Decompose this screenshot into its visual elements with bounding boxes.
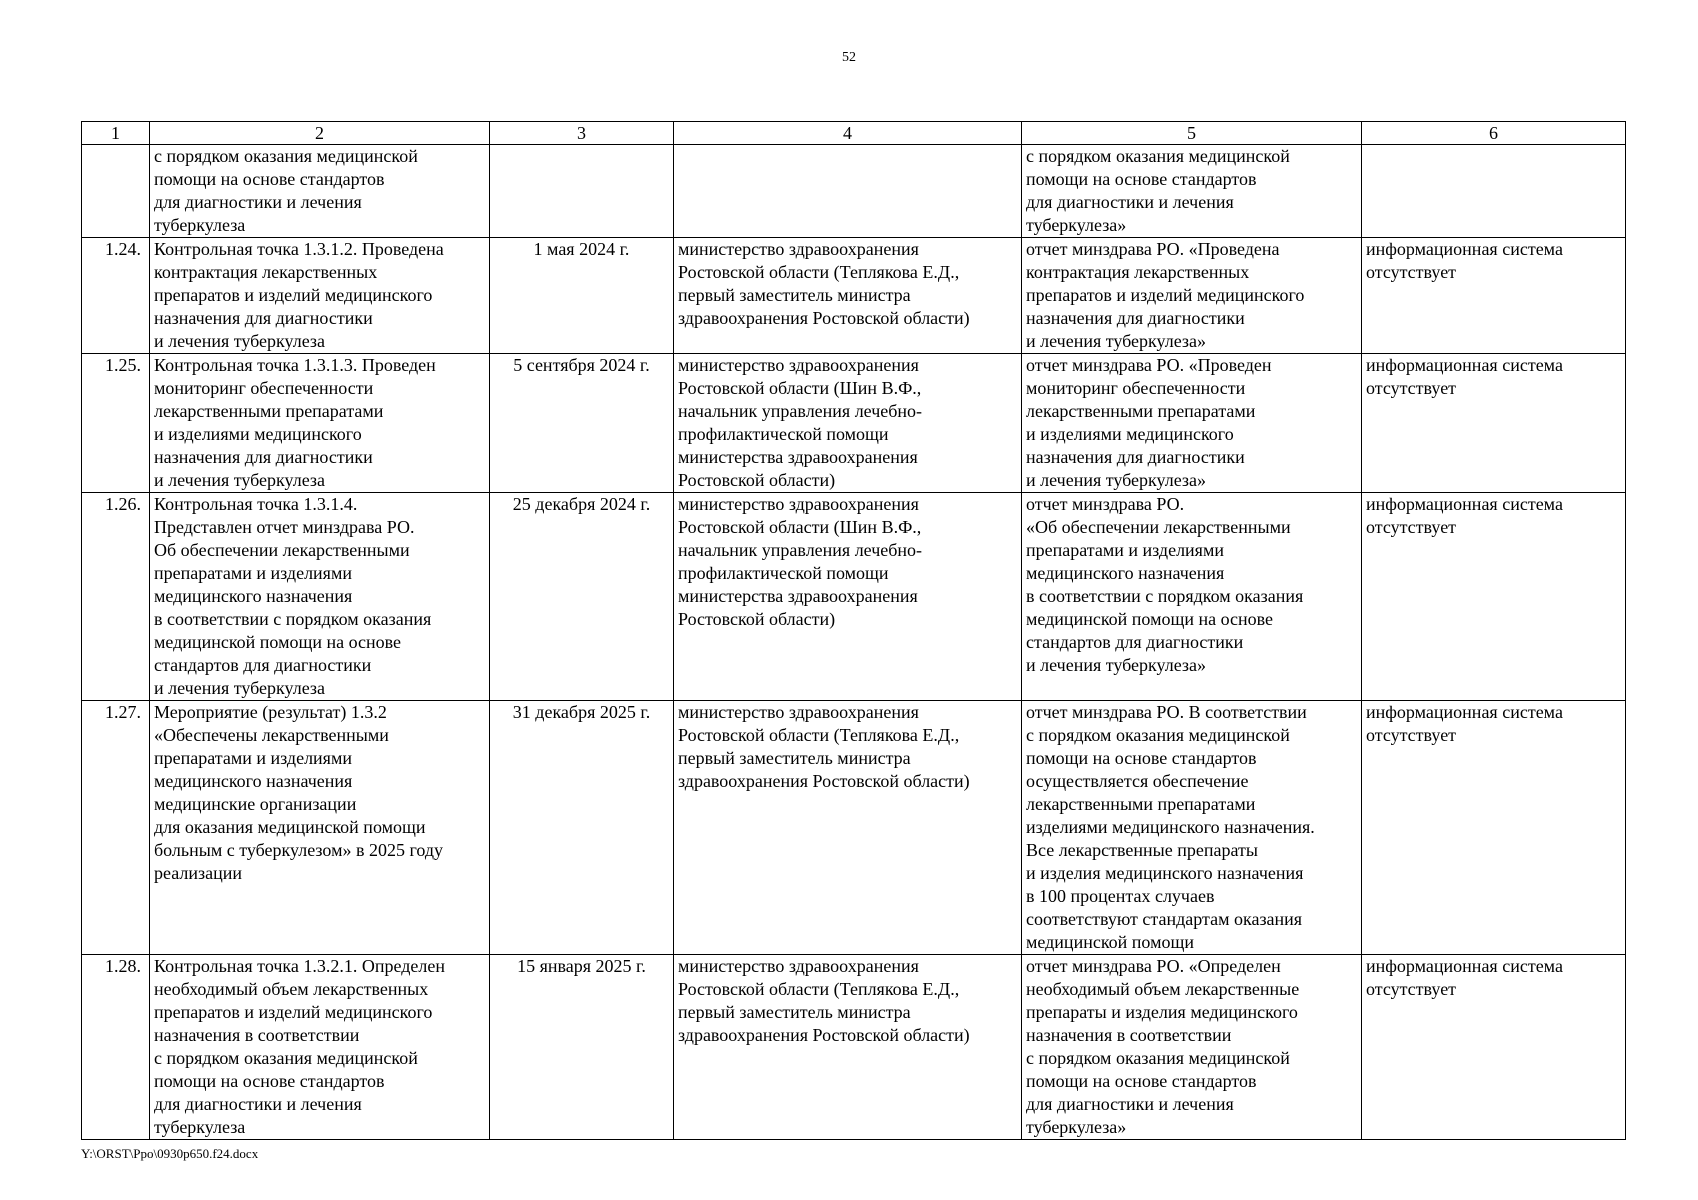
document-cell: отчет минздрава РО. «Проведена контрактация лекарственных препаратов и изделий медицинского назначения для диагностики и лечения туберкулеза» [1022, 238, 1362, 354]
column-header: 4 [674, 122, 1022, 145]
date-cell: 25 декабря 2024 г. [490, 493, 674, 701]
footer-file-path: Y:\ORST\Ppo\0930p650.f24.docx [81, 1146, 259, 1161]
system-cell: информационная система отсутствует [1362, 701, 1626, 955]
table-row [82, 354, 1626, 493]
event-cell: Контрольная точка 1.3.2.1. Определен необходимый объем лекарственных препаратов и изделий медицинского назначения в соответствии с порядком оказания медицинской помощи на основе стандартов для диагностики и лечения туберкулеза [150, 955, 490, 1140]
date-cell [490, 145, 674, 238]
row-number-cell: 1.24. [82, 238, 150, 354]
document-table [81, 121, 1626, 1140]
table-header-row [82, 122, 1626, 145]
column-header: 3 [490, 122, 674, 145]
responsible-cell: министерство здравоохранения Ростовской области (Шин В.Ф., начальник управления лечебно- профилактической помощи министерства здравоохранения Ростовской области) [674, 493, 1022, 701]
row-number-cell: 1.26. [82, 493, 150, 701]
column-header: 5 [1022, 122, 1362, 145]
row-number-cell: 1.25. [82, 354, 150, 493]
responsible-cell: министерство здравоохранения Ростовской области (Теплякова Е.Д., первый заместитель министра здравоохранения Ростовской области) [674, 701, 1022, 955]
system-cell: информационная система отсутствует [1362, 955, 1626, 1140]
document-cell: с порядком оказания медицинской помощи на основе стандартов для диагностики и лечения туберкулеза» [1022, 145, 1362, 238]
date-cell: 5 сентября 2024 г. [490, 354, 674, 493]
system-cell [1362, 145, 1626, 238]
event-cell: Контрольная точка 1.3.1.4. Представлен отчет минздрава РО. Об обеспечении лекарственными препаратами и изделиями медицинского назначения в соответствии с порядком оказания медицинской помощи на основе стандартов для диагностики и лечения туберкулеза [150, 493, 490, 701]
table-row [82, 701, 1626, 955]
column-header: 2 [150, 122, 490, 145]
table-row [82, 955, 1626, 1140]
responsible-cell [674, 145, 1022, 238]
event-cell: Мероприятие (результат) 1.3.2 «Обеспечены лекарственными препаратами и изделиями медицинского назначения медицинские организации для оказания медицинской помощи больным с туберкулезом» в 2025 году реализации [150, 701, 490, 955]
event-cell: Контрольная точка 1.3.1.3. Проведен мониторинг обеспеченности лекарственными препаратами и изделиями медицинского назначения для диагностики и лечения туберкулеза [150, 354, 490, 493]
date-cell: 15 января 2025 г. [490, 955, 674, 1140]
row-number-cell [82, 145, 150, 238]
row-number-cell: 1.28. [82, 955, 150, 1140]
responsible-cell: министерство здравоохранения Ростовской области (Теплякова Е.Д., первый заместитель министра здравоохранения Ростовской области) [674, 955, 1022, 1140]
page-number: 52 [842, 50, 856, 65]
table-row [82, 145, 1626, 238]
system-cell: информационная система отсутствует [1362, 238, 1626, 354]
document-cell: отчет минздрава РО. «Проведен мониторинг обеспеченности лекарственными препаратами и изделиями медицинского назначения для диагностики и лечения туберкулеза» [1022, 354, 1362, 493]
table-row [82, 238, 1626, 354]
column-header: 1 [82, 122, 150, 145]
document-cell: отчет минздрава РО. «Определен необходимый объем лекарственные препараты и изделия медицинского назначения в соответствии с порядком оказания медицинской помощи на основе стандартов для диагностики и лечения туберкулеза» [1022, 955, 1362, 1140]
row-number-cell: 1.27. [82, 701, 150, 955]
date-cell: 31 декабря 2025 г. [490, 701, 674, 955]
date-cell: 1 мая 2024 г. [490, 238, 674, 354]
column-header: 6 [1362, 122, 1626, 145]
document-cell: отчет минздрава РО. «Об обеспечении лекарственными препаратами и изделиями медицинского назначения в соответствии с порядком оказания медицинской помощи на основе стандартов для диагностики и лечения туберкулеза» [1022, 493, 1362, 701]
responsible-cell: министерство здравоохранения Ростовской области (Теплякова Е.Д., первый заместитель министра здравоохранения Ростовской области) [674, 238, 1022, 354]
system-cell: информационная система отсутствует [1362, 354, 1626, 493]
event-cell: Контрольная точка 1.3.1.2. Проведена контрактация лекарственных препаратов и изделий медицинского назначения для диагностики и лечения туберкулеза [150, 238, 490, 354]
event-cell: с порядком оказания медицинской помощи на основе стандартов для диагностики и лечения туберкулеза [150, 145, 490, 238]
document-cell: отчет минздрава РО. В соответствии с порядком оказания медицинской помощи на основе стандартов осуществляется обеспечение лекарственными препаратами изделиями медицинского назначения. Все лекарственные препараты и изделия медицинского назначения в 100 процентах случаев соответствуют стандартам оказания медицинской помощи [1022, 701, 1362, 955]
table-row [82, 493, 1626, 701]
system-cell: информационная система отсутствует [1362, 493, 1626, 701]
responsible-cell: министерство здравоохранения Ростовской области (Шин В.Ф., начальник управления лечебно- профилактической помощи министерства здравоохранения Ростовской области) [674, 354, 1022, 493]
